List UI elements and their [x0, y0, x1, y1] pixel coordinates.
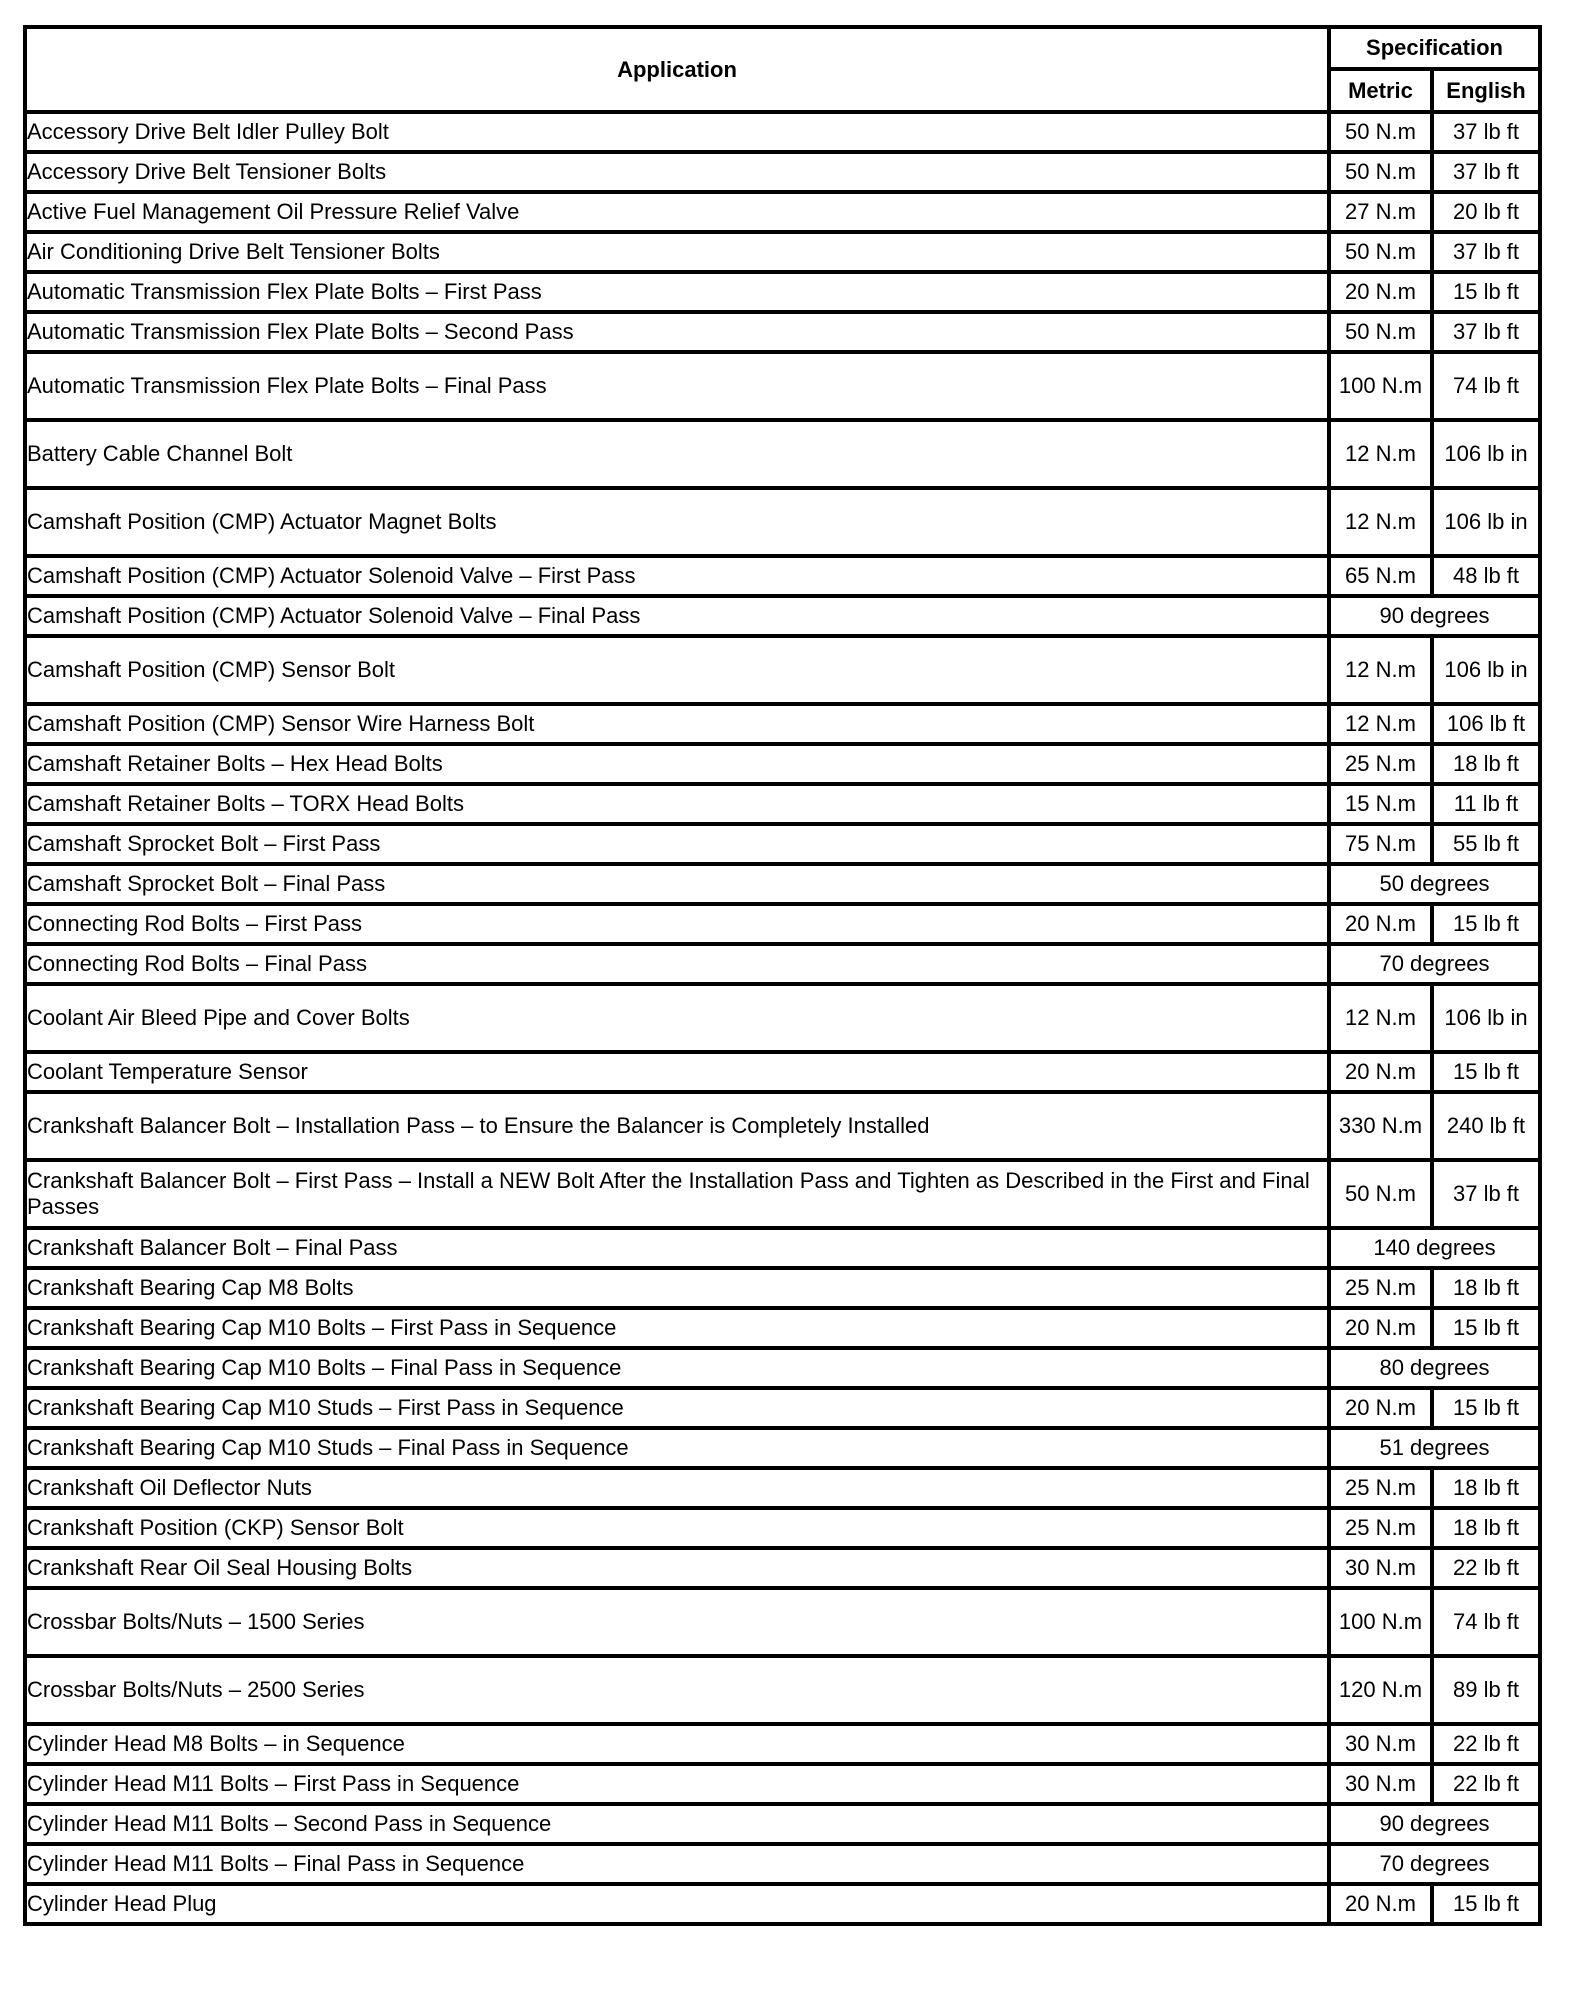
application-cell: Cylinder Head Plug [25, 1884, 1329, 1924]
application-cell: Battery Cable Channel Bolt [25, 420, 1329, 488]
application-cell: Camshaft Retainer Bolts – Hex Head Bolts [25, 744, 1329, 784]
table-row [25, 1428, 1540, 1468]
table-row [25, 1268, 1540, 1308]
metric-cell: 25 N.m [1329, 1268, 1432, 1308]
application-cell: Camshaft Retainer Bolts – TORX Head Bolts [25, 784, 1329, 824]
table-row [25, 1804, 1540, 1844]
application-cell: Accessory Drive Belt Idler Pulley Bolt [25, 112, 1329, 152]
metric-cell: 20 N.m [1329, 1308, 1432, 1348]
table-row [25, 744, 1540, 784]
english-cell: 18 lb ft [1432, 1268, 1540, 1308]
english-cell: 37 lb ft [1432, 312, 1540, 352]
application-cell: Camshaft Position (CMP) Sensor Wire Harness Bolt [25, 704, 1329, 744]
english-cell: 48 lb ft [1432, 556, 1540, 596]
table-row [25, 784, 1540, 824]
english-cell: 55 lb ft [1432, 824, 1540, 864]
metric-cell: 100 N.m [1329, 352, 1432, 420]
metric-cell: 15 N.m [1329, 784, 1432, 824]
table-row [25, 1052, 1540, 1092]
english-cell: 37 lb ft [1432, 232, 1540, 272]
metric-cell: 12 N.m [1329, 704, 1432, 744]
table-row [25, 1160, 1540, 1228]
english-cell: 106 lb in [1432, 420, 1540, 488]
specification-angle-cell: 50 degrees [1329, 864, 1540, 904]
metric-cell: 75 N.m [1329, 824, 1432, 864]
metric-cell: 50 N.m [1329, 112, 1432, 152]
table-row [25, 1884, 1540, 1924]
application-cell: Camshaft Position (CMP) Actuator Solenoid Valve – Final Pass [25, 596, 1329, 636]
application-cell: Crankshaft Position (CKP) Sensor Bolt [25, 1508, 1329, 1548]
application-header: Application [25, 27, 1329, 112]
application-cell: Cylinder Head M11 Bolts – Final Pass in Sequence [25, 1844, 1329, 1884]
english-cell: 15 lb ft [1432, 1388, 1540, 1428]
english-cell: 74 lb ft [1432, 352, 1540, 420]
table-row [25, 1388, 1540, 1428]
table-row [25, 556, 1540, 596]
application-cell: Crankshaft Bearing Cap M8 Bolts [25, 1268, 1329, 1308]
english-cell: 11 lb ft [1432, 784, 1540, 824]
table-row [25, 984, 1540, 1052]
table-row [25, 1548, 1540, 1588]
metric-cell: 100 N.m [1329, 1588, 1432, 1656]
table-row [25, 1508, 1540, 1548]
english-cell: 37 lb ft [1432, 152, 1540, 192]
metric-cell: 25 N.m [1329, 1508, 1432, 1548]
table-row [25, 1228, 1540, 1268]
application-cell: Crankshaft Balancer Bolt – First Pass – Install a NEW Bolt After the Installation Pass and Tighten as Described in the First and Final Passes [25, 1160, 1329, 1228]
metric-cell: 30 N.m [1329, 1724, 1432, 1764]
table-row [25, 192, 1540, 232]
table-row [25, 232, 1540, 272]
table-row [25, 596, 1540, 636]
english-cell: 18 lb ft [1432, 744, 1540, 784]
english-cell: 106 lb in [1432, 488, 1540, 556]
table-row [25, 1468, 1540, 1508]
table-body [25, 112, 1540, 1924]
application-cell: Crankshaft Balancer Bolt – Installation Pass – to Ensure the Balancer is Completely Installed [25, 1092, 1329, 1160]
table-row [25, 1724, 1540, 1764]
table-row [25, 944, 1540, 984]
application-cell: Automatic Transmission Flex Plate Bolts – Final Pass [25, 352, 1329, 420]
english-cell: 22 lb ft [1432, 1724, 1540, 1764]
table-row [25, 1844, 1540, 1884]
table-row [25, 1588, 1540, 1656]
english-cell: 106 lb ft [1432, 704, 1540, 744]
specification-angle-cell: 90 degrees [1329, 1804, 1540, 1844]
application-cell: Camshaft Position (CMP) Actuator Solenoid Valve – First Pass [25, 556, 1329, 596]
metric-cell: 20 N.m [1329, 904, 1432, 944]
metric-cell: 50 N.m [1329, 312, 1432, 352]
metric-cell: 30 N.m [1329, 1764, 1432, 1804]
english-cell: 106 lb in [1432, 984, 1540, 1052]
metric-cell: 20 N.m [1329, 1388, 1432, 1428]
application-cell: Cylinder Head M8 Bolts – in Sequence [25, 1724, 1329, 1764]
application-cell: Automatic Transmission Flex Plate Bolts – Second Pass [25, 312, 1329, 352]
application-cell: Accessory Drive Belt Tensioner Bolts [25, 152, 1329, 192]
english-cell: 15 lb ft [1432, 1308, 1540, 1348]
specification-angle-cell: 51 degrees [1329, 1428, 1540, 1468]
specification-angle-cell: 70 degrees [1329, 1844, 1540, 1884]
specification-angle-cell: 70 degrees [1329, 944, 1540, 984]
application-cell: Crankshaft Oil Deflector Nuts [25, 1468, 1329, 1508]
application-cell: Crankshaft Bearing Cap M10 Studs – Final Pass in Sequence [25, 1428, 1329, 1468]
metric-cell: 20 N.m [1329, 1052, 1432, 1092]
table-row [25, 1308, 1540, 1348]
english-cell: 37 lb ft [1432, 1160, 1540, 1228]
specification-angle-cell: 140 degrees [1329, 1228, 1540, 1268]
metric-cell: 30 N.m [1329, 1548, 1432, 1588]
english-cell: 22 lb ft [1432, 1764, 1540, 1804]
table-row [25, 904, 1540, 944]
metric-cell: 50 N.m [1329, 152, 1432, 192]
metric-cell: 12 N.m [1329, 488, 1432, 556]
table-row [25, 864, 1540, 904]
metric-cell: 50 N.m [1329, 232, 1432, 272]
application-cell: Crossbar Bolts/Nuts – 1500 Series [25, 1588, 1329, 1656]
table-row [25, 272, 1540, 312]
application-cell: Cylinder Head M11 Bolts – Second Pass in Sequence [25, 1804, 1329, 1844]
english-cell: 15 lb ft [1432, 272, 1540, 312]
table-row [25, 312, 1540, 352]
application-cell: Crankshaft Rear Oil Seal Housing Bolts [25, 1548, 1329, 1588]
table-row [25, 704, 1540, 744]
table-row [25, 152, 1540, 192]
application-cell: Cylinder Head M11 Bolts – First Pass in Sequence [25, 1764, 1329, 1804]
application-cell: Crossbar Bolts/Nuts – 2500 Series [25, 1656, 1329, 1724]
english-cell: 22 lb ft [1432, 1548, 1540, 1588]
application-cell: Camshaft Sprocket Bolt – First Pass [25, 824, 1329, 864]
english-cell: 240 lb ft [1432, 1092, 1540, 1160]
application-cell: Crankshaft Balancer Bolt – Final Pass [25, 1228, 1329, 1268]
table-header [25, 27, 1540, 112]
metric-cell: 20 N.m [1329, 1884, 1432, 1924]
metric-cell: 330 N.m [1329, 1092, 1432, 1160]
torque-specification-table [23, 25, 1542, 1926]
english-cell: 89 lb ft [1432, 1656, 1540, 1724]
table-row [25, 1092, 1540, 1160]
application-cell: Connecting Rod Bolts – Final Pass [25, 944, 1329, 984]
english-cell: 15 lb ft [1432, 904, 1540, 944]
english-cell: 18 lb ft [1432, 1468, 1540, 1508]
metric-cell: 12 N.m [1329, 420, 1432, 488]
table-row [25, 420, 1540, 488]
metric-cell: 12 N.m [1329, 984, 1432, 1052]
metric-cell: 12 N.m [1329, 636, 1432, 704]
table-row [25, 1656, 1540, 1724]
application-cell: Coolant Air Bleed Pipe and Cover Bolts [25, 984, 1329, 1052]
application-cell: Crankshaft Bearing Cap M10 Bolts – Final Pass in Sequence [25, 1348, 1329, 1388]
application-cell: Automatic Transmission Flex Plate Bolts – First Pass [25, 272, 1329, 312]
metric-cell: 65 N.m [1329, 556, 1432, 596]
application-cell: Crankshaft Bearing Cap M10 Studs – First Pass in Sequence [25, 1388, 1329, 1428]
table-row [25, 1764, 1540, 1804]
metric-cell: 50 N.m [1329, 1160, 1432, 1228]
table-row [25, 636, 1540, 704]
application-cell: Coolant Temperature Sensor [25, 1052, 1329, 1092]
english-cell: 18 lb ft [1432, 1508, 1540, 1548]
application-cell: Air Conditioning Drive Belt Tensioner Bolts [25, 232, 1329, 272]
metric-cell: 25 N.m [1329, 1468, 1432, 1508]
specification-angle-cell: 80 degrees [1329, 1348, 1540, 1388]
table-row [25, 824, 1540, 864]
english-cell: 20 lb ft [1432, 192, 1540, 232]
application-cell: Crankshaft Bearing Cap M10 Bolts – First Pass in Sequence [25, 1308, 1329, 1348]
specification-angle-cell: 90 degrees [1329, 596, 1540, 636]
table-row [25, 352, 1540, 420]
english-cell: 15 lb ft [1432, 1052, 1540, 1092]
english-cell: 15 lb ft [1432, 1884, 1540, 1924]
application-cell: Camshaft Sprocket Bolt – Final Pass [25, 864, 1329, 904]
application-cell: Camshaft Position (CMP) Sensor Bolt [25, 636, 1329, 704]
metric-cell: 20 N.m [1329, 272, 1432, 312]
metric-cell: 25 N.m [1329, 744, 1432, 784]
english-cell: 106 lb in [1432, 636, 1540, 704]
application-cell: Connecting Rod Bolts – First Pass [25, 904, 1329, 944]
table-row [25, 488, 1540, 556]
table-row [25, 112, 1540, 152]
metric-cell: 120 N.m [1329, 1656, 1432, 1724]
table-row [25, 1348, 1540, 1388]
metric-header: Metric [1329, 69, 1432, 112]
application-cell: Camshaft Position (CMP) Actuator Magnet Bolts [25, 488, 1329, 556]
english-header: English [1432, 69, 1540, 112]
specification-header: Specification [1329, 27, 1540, 69]
application-cell: Active Fuel Management Oil Pressure Relief Valve [25, 192, 1329, 232]
english-cell: 37 lb ft [1432, 112, 1540, 152]
english-cell: 74 lb ft [1432, 1588, 1540, 1656]
metric-cell: 27 N.m [1329, 192, 1432, 232]
